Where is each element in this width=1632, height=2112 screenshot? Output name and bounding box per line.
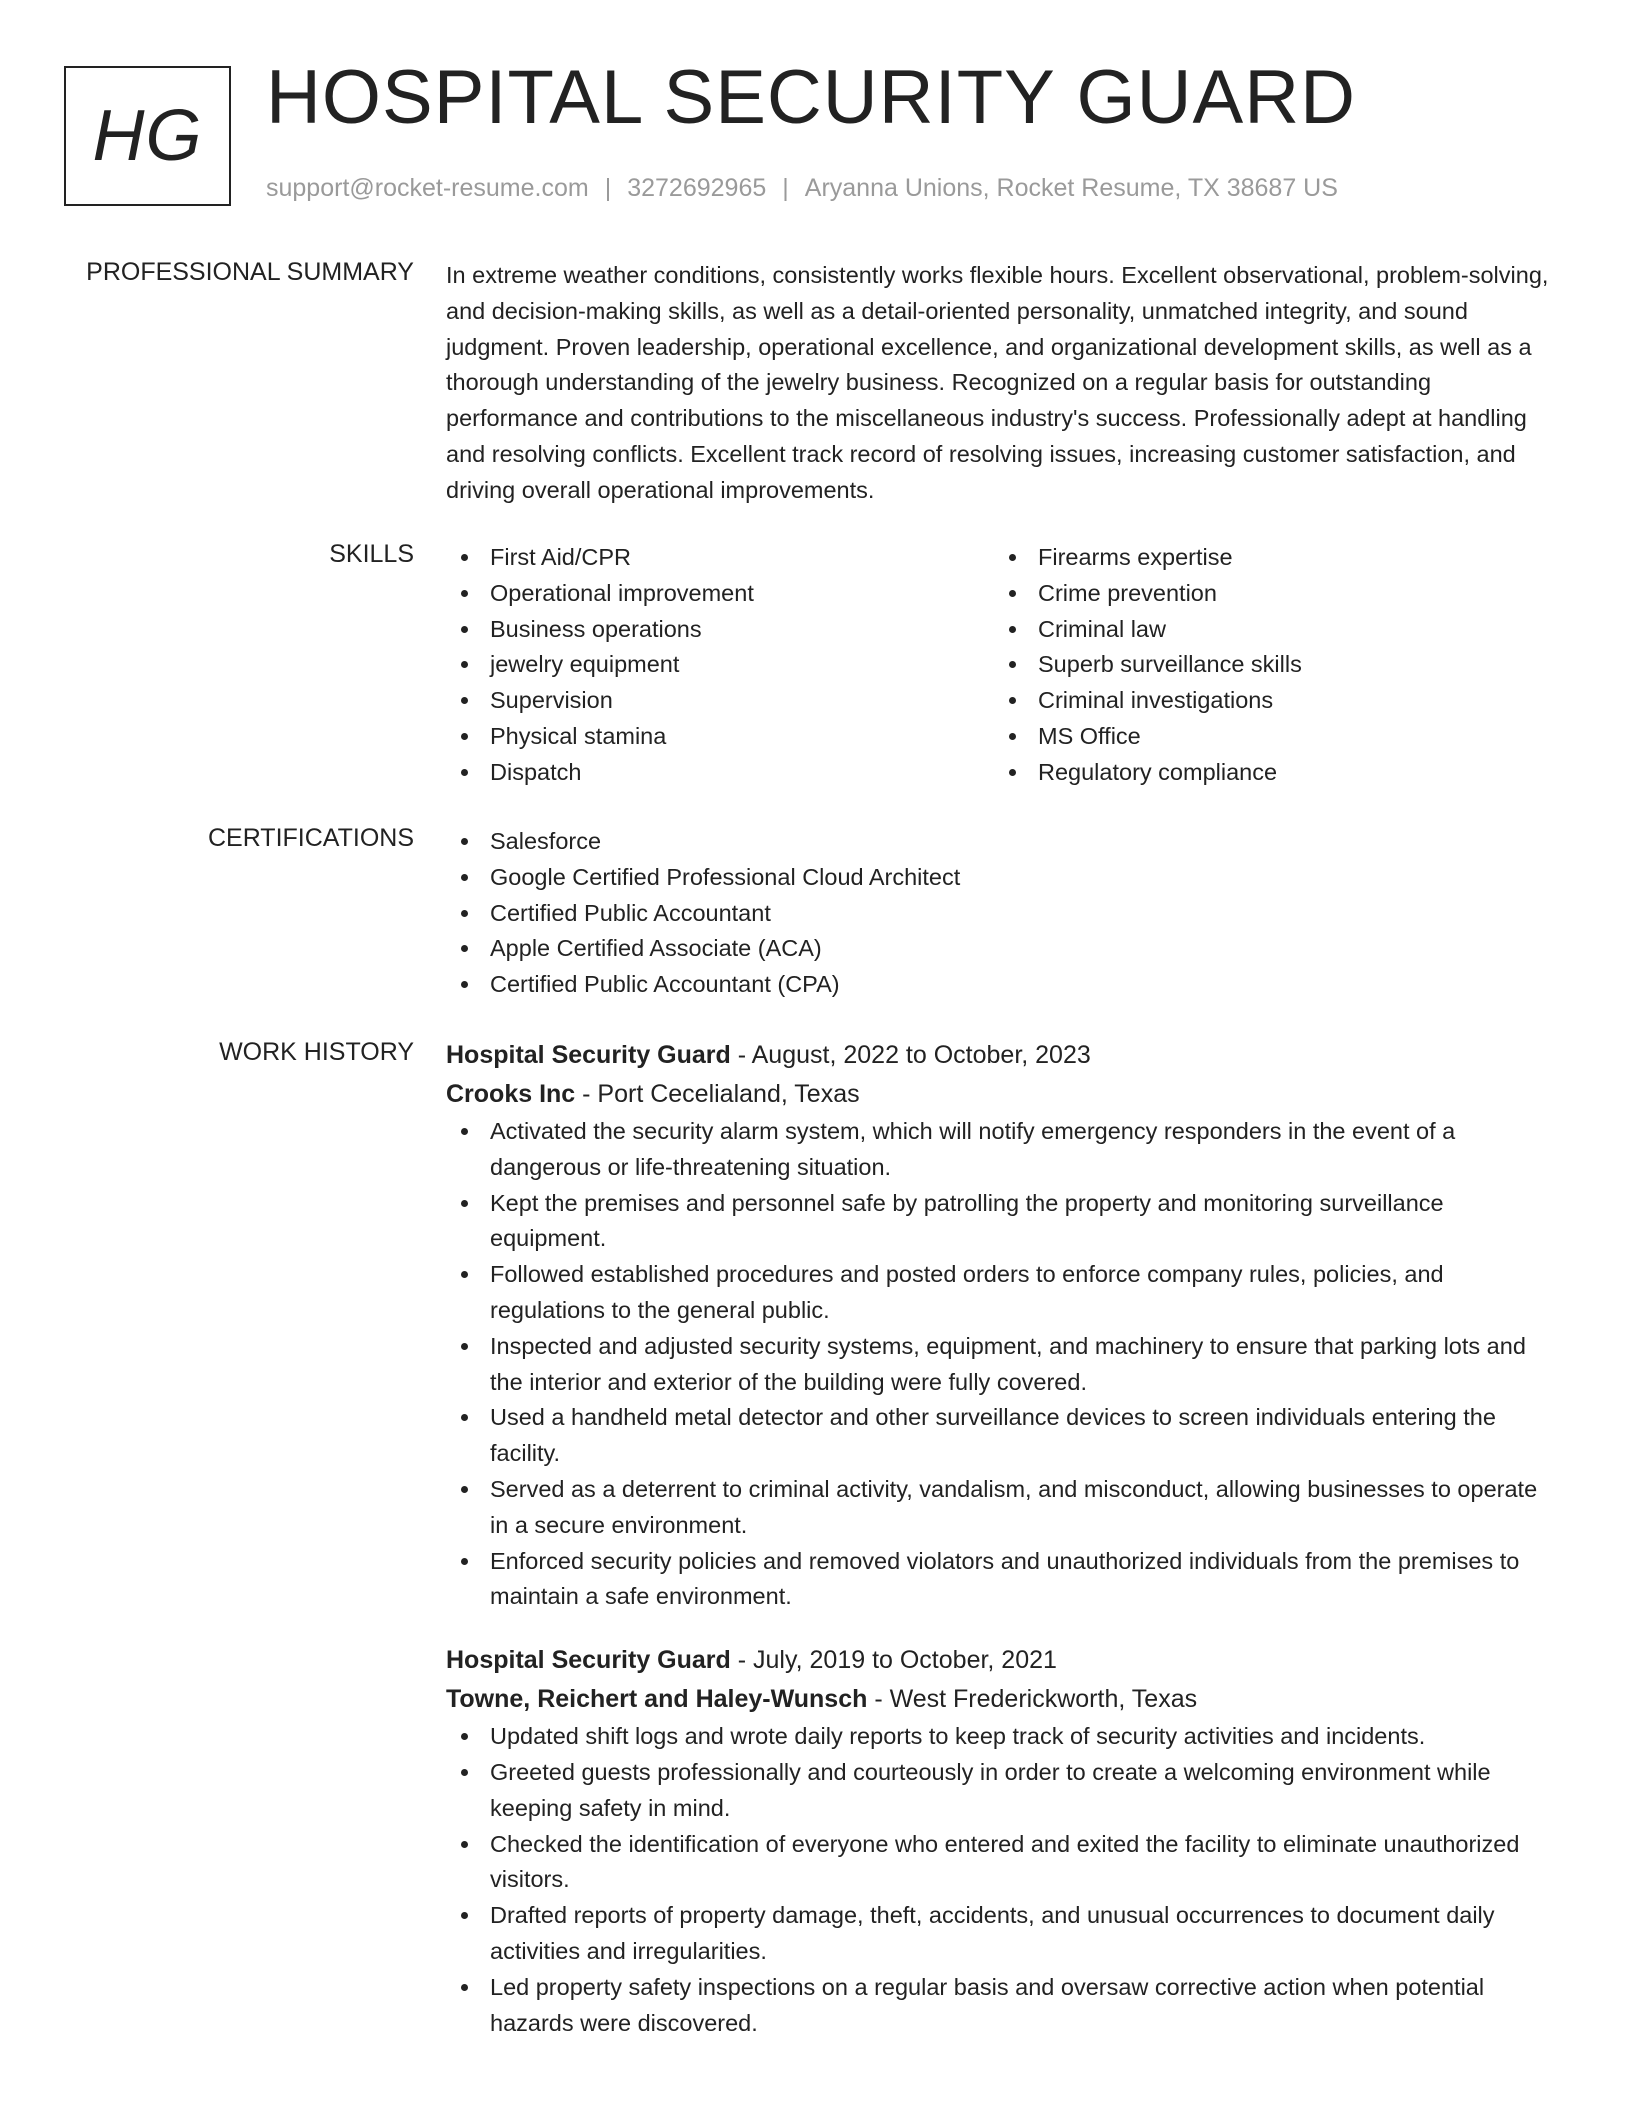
certifications-body	[446, 824, 1556, 1003]
certification-item: Google Certified Professional Cloud Architect	[446, 860, 1556, 896]
skill-item: Supervision	[446, 683, 994, 719]
section-label-certifications: CERTIFICATIONS	[207, 824, 414, 852]
job-entry	[446, 1641, 1556, 2041]
certification-item: Apple Certified Associate (ACA)	[446, 931, 1556, 967]
skill-item: Criminal investigations	[994, 683, 1542, 719]
work-history-body	[446, 1036, 1556, 2041]
section-label-summary: PROFESSIONAL SUMMARY	[86, 258, 414, 286]
job-company: Crooks Inc	[446, 1080, 576, 1108]
job-duty: Kept the premises and personnel safe by patrolling the property and monitoring surveillance equipment.	[446, 1186, 1556, 1258]
section-label-work-history: WORK HISTORY	[219, 1038, 414, 1066]
contact-phone[interactable]: 3272692965	[627, 174, 767, 202]
skill-item: Superb surveillance skills	[994, 647, 1542, 683]
contact-separator: |	[604, 174, 612, 202]
skill-item: Physical stamina	[446, 719, 994, 755]
skill-item: Firearms expertise	[994, 540, 1542, 576]
summary-text: In extreme weather conditions, consistently works flexible hours. Excellent observational, problem-solving, and decision-making skills, as well as a detail-oriented personality, unmatched integrity, and sound judgment. Proven leadership, operational excellence, and organizational development skills, as well as a thorough understanding of the jewelry business. Recognized on a regular basis for outstanding performance and contributions to the miscellaneous industry's success. Professionally adept at handling and resolving conflicts. Excellent track record of resolving issues, increasing customer satisfaction, and driving overall operational improvements.	[446, 262, 1549, 503]
job-duty: Led property safety inspections on a regular basis and oversaw corrective action when potential hazards were discovered.	[446, 1970, 1556, 2042]
job-duties-list	[446, 1719, 1556, 2041]
certifications-list	[446, 824, 1556, 1003]
monogram-logo: HG	[64, 66, 231, 206]
job-duties-list	[446, 1114, 1556, 1615]
job-role: Hospital Security Guard	[446, 1041, 731, 1069]
job-duty: Greeted guests professionally and courteously in order to create a welcoming environment while keeping safety in mind.	[446, 1755, 1556, 1827]
job-dates: - August, 2022 to October, 2023	[730, 1041, 1091, 1069]
certification-item: Certified Public Accountant (CPA)	[446, 967, 1556, 1003]
job-location: - Port Cecelialand, Texas	[575, 1080, 860, 1108]
skill-item: Dispatch	[446, 755, 994, 791]
job-entry	[446, 1036, 1556, 1615]
skills-list-left	[446, 540, 994, 791]
skill-item: Business operations	[446, 612, 994, 648]
job-duty: Activated the security alarm system, which will notify emergency responders in the event of a dangerous or life-threatening situation.	[446, 1114, 1556, 1186]
job-location: - West Frederickworth, Texas	[867, 1685, 1198, 1714]
certification-item: Salesforce	[446, 824, 1556, 860]
job-duty: Checked the identification of everyone who entered and exited the facility to eliminate unauthorized visitors.	[446, 1827, 1556, 1899]
contact-email[interactable]: support@rocket-resume.com	[266, 174, 589, 202]
skill-item: Operational improvement	[446, 576, 994, 612]
job-company-line	[446, 1680, 1556, 1719]
section-label-skills: SKILLS	[329, 540, 414, 568]
job-duty: Updated shift logs and wrote daily reports to keep track of security activities and incidents.	[446, 1719, 1556, 1755]
job-title-line	[446, 1641, 1556, 1680]
job-duty: Inspected and adjusted security systems, equipment, and machinery to ensure that parking lots and the interior and exterior of the building were fully covered.	[446, 1329, 1556, 1401]
skill-item: Crime prevention	[994, 576, 1542, 612]
job-company-line	[446, 1075, 1556, 1114]
skill-item: First Aid/CPR	[446, 540, 994, 576]
job-duty: Enforced security policies and removed violators and unauthorized individuals from the premises to maintain a safe environment.	[446, 1544, 1556, 1616]
skill-item: MS Office	[994, 719, 1542, 755]
job-duty: Used a handheld metal detector and other surveillance devices to screen individuals entering the facility.	[446, 1400, 1556, 1472]
contact-address: Aryanna Unions, Rocket Resume, TX 38687 US	[804, 174, 1338, 202]
skill-item: Criminal law	[994, 612, 1542, 648]
skills-list-right	[994, 540, 1542, 791]
job-title-line	[446, 1036, 1556, 1075]
certification-item: Certified Public Accountant	[446, 896, 1556, 932]
job-company: Towne, Reichert and Haley-Wunsch	[446, 1685, 868, 1714]
page-title: HOSPITAL SECURITY GUARD	[266, 55, 1357, 140]
skill-item: jewelry equipment	[446, 647, 994, 683]
contact-separator: |	[782, 174, 789, 202]
job-duty: Served as a deterrent to criminal activity, vandalism, and misconduct, allowing businesses to operate in a secure environment.	[446, 1472, 1556, 1544]
job-duty: Followed established procedures and posted orders to enforce company rules, policies, and regulations to the general public.	[446, 1257, 1556, 1329]
skill-item: Regulatory compliance	[994, 755, 1542, 791]
job-duty: Drafted reports of property damage, theft, accidents, and unusual occurrences to document daily activities and irregularities.	[446, 1898, 1556, 1970]
job-dates: - July, 2019 to October, 2021	[730, 1646, 1057, 1675]
contact-line	[266, 174, 1338, 203]
skills-columns	[446, 540, 1556, 791]
job-role: Hospital Security Guard	[446, 1646, 731, 1675]
